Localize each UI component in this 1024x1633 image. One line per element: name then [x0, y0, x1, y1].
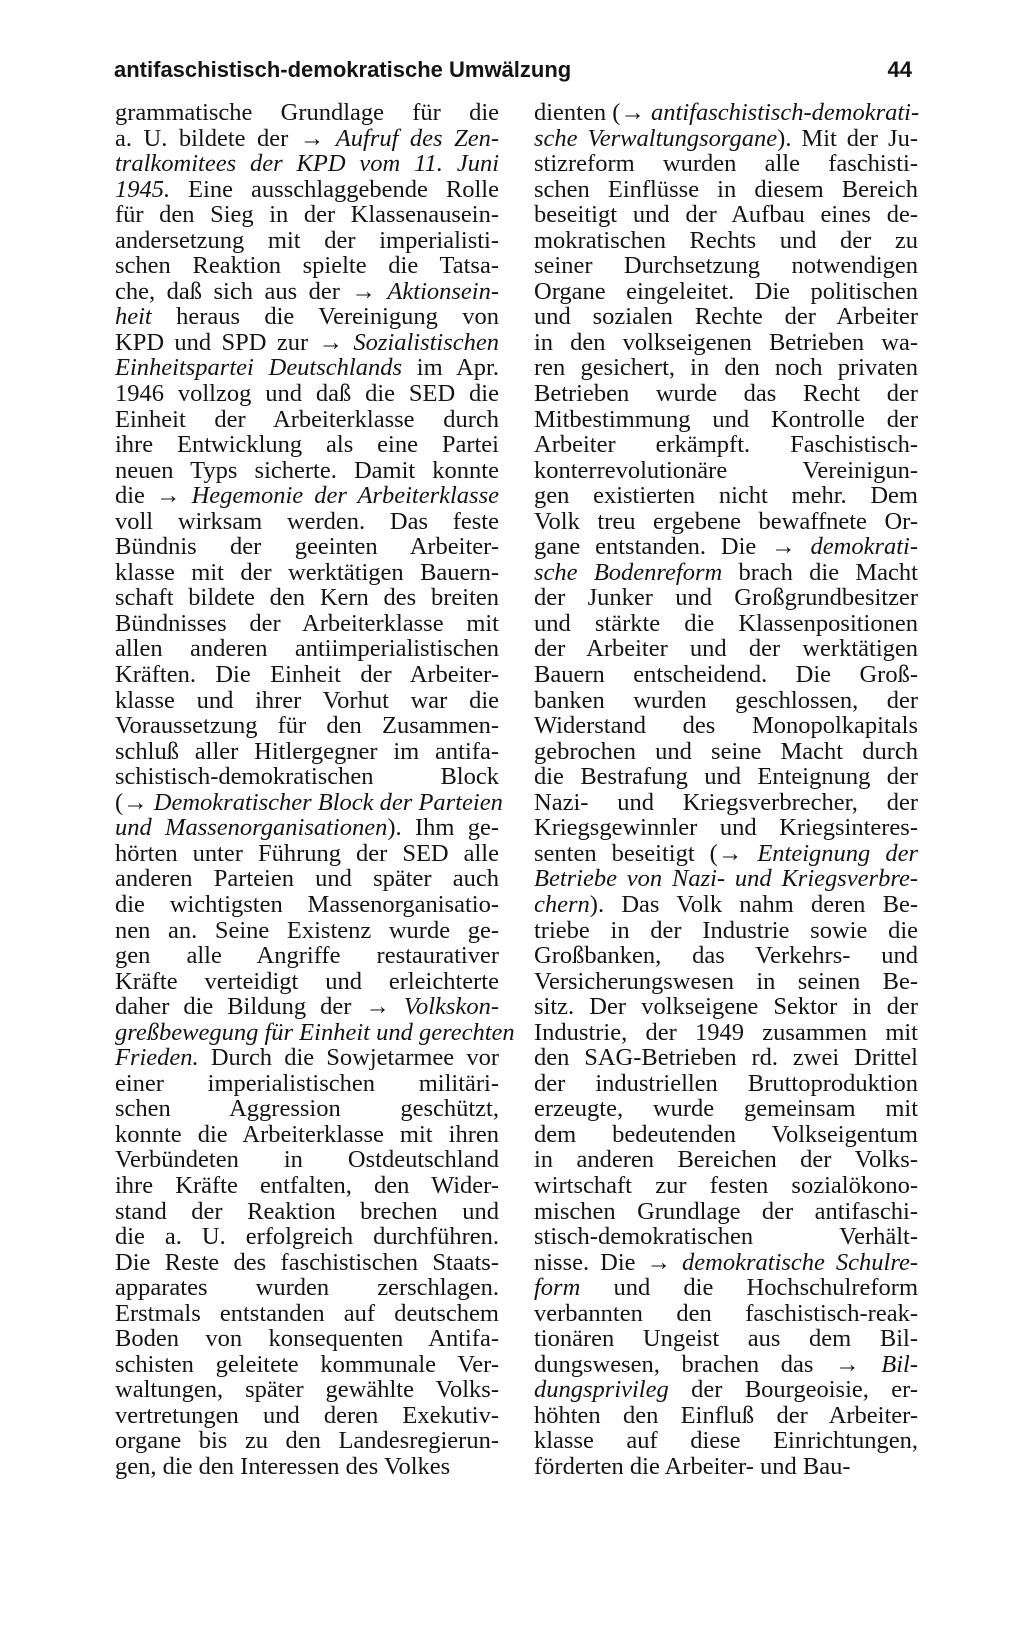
text-line — [115, 1199, 499, 1225]
text-line — [534, 1275, 918, 1301]
text-line — [115, 151, 499, 177]
body-text: gebrochen und seine Macht durch — [534, 737, 918, 765]
body-text: wirtschaft zur festen sozialökono- — [534, 1171, 918, 1199]
cross-reference-text: und Massenorganisationen — [115, 814, 388, 842]
body-text: der Arbeiter und der werktätigen — [534, 635, 918, 663]
text-line — [534, 253, 918, 279]
text-line — [115, 841, 499, 867]
body-text: gane entstanden. Die → — [534, 533, 811, 561]
cross-reference-text: heit — [115, 303, 152, 331]
body-text: die → — [115, 482, 192, 510]
text-line — [115, 866, 499, 892]
body-text: hörten unter Führung der SED alle — [115, 839, 499, 867]
text-line — [115, 1454, 499, 1480]
text-line — [534, 1096, 918, 1122]
cross-reference-text: form — [534, 1274, 581, 1302]
text-line — [534, 1377, 918, 1403]
text-line — [534, 636, 918, 662]
body-text: Organe eingeleitet. Die politischen — [534, 277, 918, 305]
text-line — [115, 611, 499, 637]
body-text: Die Reste des faschistischen Staats- — [115, 1248, 499, 1276]
cross-reference-text: 1945. — [115, 175, 171, 203]
text-column-right — [534, 100, 918, 1480]
body-text: verbannten den faschistisch-reak- — [534, 1299, 918, 1327]
text-line — [115, 1224, 499, 1250]
text-line — [534, 355, 918, 381]
text-line — [115, 381, 499, 407]
body-text: andersetzung mit der imperialisti- — [115, 226, 499, 254]
body-text: gen alle Angriffe restaurativer — [115, 942, 499, 970]
body-text: die Bestrafung und Enteignung der — [534, 763, 918, 791]
text-line — [534, 1326, 918, 1352]
body-text: vertretungen und deren Exekutiv- — [115, 1401, 499, 1429]
text-line — [115, 739, 499, 765]
text-line — [534, 1224, 918, 1250]
text-line — [534, 841, 918, 867]
cross-reference-text: greßbewegung für Einheit und gerechten — [115, 1018, 515, 1046]
text-line — [115, 636, 499, 662]
body-text: gen, die den Interessen des Volkes — [115, 1452, 451, 1480]
text-line — [115, 815, 499, 841]
body-text: stisch-demokratischen Verhält- — [534, 1223, 918, 1251]
text-line — [534, 151, 918, 177]
body-text: schen Aggression geschützt, — [115, 1095, 499, 1123]
body-text: 1946 vollzog und daß die SED die — [115, 380, 499, 408]
cross-reference-text: Aufruf des Zen- — [335, 124, 499, 152]
text-line — [115, 1122, 499, 1148]
body-text: und die Hochschulreform — [580, 1274, 918, 1302]
cross-reference-text: Aktionsein- — [387, 277, 499, 305]
text-column-left — [115, 99, 515, 1480]
body-text: gen existierten nicht mehr. Dem — [534, 482, 918, 510]
body-text: triebe in der Industrie sowie die — [534, 916, 918, 944]
body-text: Kräfte verteidigt und erleichterte — [115, 967, 499, 995]
body-text: Volk treu ergebene bewaffnete Or- — [534, 507, 918, 535]
cross-reference-text: Sozialistischen — [353, 328, 499, 356]
text-line — [115, 177, 499, 203]
body-text: (→ — [115, 788, 154, 816]
text-line — [534, 1173, 918, 1199]
text-line — [115, 1403, 499, 1429]
text-line — [115, 458, 499, 484]
text-line — [534, 943, 918, 969]
text-line — [534, 126, 918, 152]
text-line — [534, 202, 918, 228]
text-line — [115, 1147, 499, 1173]
text-line — [534, 279, 918, 305]
text-line — [534, 381, 918, 407]
text-line — [534, 662, 918, 688]
text-line — [534, 764, 918, 790]
body-text: der Junker und Großgrundbesitzer — [534, 584, 918, 612]
text-line — [115, 918, 499, 944]
text-line — [115, 1173, 499, 1199]
text-line — [534, 1301, 918, 1327]
body-text: Bauern entscheidend. Die Groß- — [534, 661, 918, 689]
text-line — [534, 1428, 918, 1454]
body-text: Verbündeten in Ostdeutschland — [115, 1146, 499, 1174]
cross-reference-text: Betriebe von Nazi- und Kriegsverbre- — [534, 865, 918, 893]
body-text: ). Ihm ge- — [387, 814, 499, 842]
text-line — [115, 1096, 499, 1122]
body-text: allen anderen antiimperialistischen — [115, 635, 499, 663]
body-text: Widerstand des Monopolkapitals — [534, 712, 918, 740]
body-text: Bündnisses der Arbeiterklasse mit — [115, 609, 499, 637]
body-text: daher die Bildung der → — [115, 993, 404, 1021]
body-text: einer imperialistischen militäri- — [115, 1069, 499, 1097]
text-line — [115, 1071, 499, 1097]
body-text: schen Einflüsse in diesem Bereich — [534, 175, 918, 203]
text-line — [534, 611, 918, 637]
body-text: für den Sieg in der Klassenausein- — [115, 201, 499, 229]
text-line — [115, 892, 499, 918]
body-text: in anderen Bereichen der Volks- — [534, 1146, 918, 1174]
text-line — [534, 228, 918, 254]
body-text: konterrevolutionäre Vereinigun- — [534, 456, 918, 484]
text-line — [115, 764, 499, 790]
text-line — [534, 509, 918, 535]
text-line — [534, 483, 918, 509]
text-line — [534, 330, 918, 356]
text-line — [115, 994, 499, 1020]
body-text: Durch die Sowjetarmee vor — [198, 1044, 499, 1072]
body-text: seiner Durchsetzung notwendigen — [534, 252, 918, 280]
text-line — [534, 918, 918, 944]
text-line — [115, 662, 499, 688]
body-text: Kriegsgewinnler und Kriegsinteres- — [534, 814, 918, 842]
body-text: nisse. Die → — [534, 1248, 683, 1276]
body-text: schaft bildete den Kern des breiten — [115, 584, 499, 612]
body-text: ). Mit der Ju- — [777, 124, 918, 152]
body-text: Nazi- und Kriegsverbrecher, der — [534, 788, 918, 816]
text-line — [115, 407, 499, 433]
cross-reference-text: chern — [534, 890, 590, 918]
body-text: die wichtigsten Massenorganisatio- — [115, 890, 499, 918]
body-text: den SAG-Betrieben rd. zwei Drittel — [534, 1044, 918, 1072]
text-line — [534, 1020, 918, 1046]
cross-reference-text: Volkskon- — [403, 993, 499, 1021]
text-line — [115, 713, 499, 739]
text-line — [115, 355, 499, 381]
text-line — [534, 407, 918, 433]
body-text: ). Das Volk nahm deren Be- — [589, 890, 918, 918]
cross-reference-text: Enteignung der — [757, 839, 918, 867]
text-line — [115, 100, 499, 126]
text-line — [534, 994, 918, 1020]
text-line — [115, 509, 499, 535]
cross-reference-text: antifaschistisch-demokrati- — [651, 99, 920, 126]
text-line — [534, 458, 918, 484]
body-text: KPD und SPD zur → — [115, 328, 354, 356]
running-head-title: antifaschistisch-demokratische Umwälzung — [114, 57, 572, 82]
text-line — [115, 788, 503, 816]
text-line — [115, 1428, 499, 1454]
body-text: grammatische Grundlage für die — [115, 99, 499, 126]
text-line — [115, 943, 499, 969]
text-line — [534, 585, 918, 611]
body-text: dem bedeutenden Volkseigentum — [534, 1120, 918, 1148]
text-line — [115, 688, 499, 714]
body-text: klasse mit der werktätigen Bauern- — [115, 558, 499, 586]
text-line — [534, 790, 918, 816]
body-text: dienten (→ — [534, 99, 652, 126]
text-line — [115, 1377, 499, 1403]
text-line — [534, 560, 918, 586]
body-text: schistisch-demokratischen Block — [115, 763, 499, 791]
text-line — [115, 1045, 499, 1071]
body-text: Industrie, der 1949 zusammen mit — [534, 1018, 918, 1046]
text-line — [115, 1250, 499, 1276]
body-text: schen Reaktion spielte die Tatsa- — [115, 252, 499, 280]
text-line — [115, 1275, 499, 1301]
body-text: Großbanken, das Verkehrs- und — [534, 942, 918, 970]
body-text: im Apr. — [402, 354, 499, 382]
text-line — [115, 228, 499, 254]
text-line — [115, 585, 499, 611]
text-line — [534, 892, 918, 918]
text-line — [534, 1122, 918, 1148]
body-text: die a. U. erfolgreich durchführen. — [115, 1223, 499, 1251]
page-number: 44 — [887, 57, 912, 82]
body-text: ihre Kräfte entfalten, den Wider- — [115, 1171, 499, 1199]
body-text: ihre Entwicklung als eine Partei — [115, 431, 499, 459]
body-text: organe bis zu den Landesregierun- — [115, 1427, 499, 1455]
body-text: klasse und ihrer Vorhut war die — [115, 686, 499, 714]
body-text: anderen Parteien und später auch — [115, 865, 499, 893]
body-text: ren gesichert, in den noch privaten — [534, 354, 918, 382]
text-line — [534, 304, 918, 330]
body-text: in den volkseigenen Betrieben wa- — [534, 328, 918, 356]
text-line — [534, 1071, 918, 1097]
text-line — [115, 483, 499, 509]
text-line — [534, 100, 918, 126]
body-text: förderten die Arbeiter- und Bau- — [534, 1452, 851, 1480]
text-line — [115, 969, 499, 995]
body-text: sitz. Der volkseigene Sektor in der — [534, 993, 918, 1021]
cross-reference-text: Hegemonie der Arbeiterklasse — [191, 482, 499, 510]
text-line — [534, 739, 918, 765]
body-text: klasse auf diese Einrichtungen, — [534, 1427, 918, 1455]
text-line — [115, 560, 499, 586]
text-line — [534, 1147, 918, 1173]
body-text: Boden von konsequenten Antifa- — [115, 1325, 499, 1353]
body-text: dungswesen, brachen das → — [534, 1350, 882, 1378]
body-text: a. U. bildete der → — [115, 124, 336, 152]
text-line — [534, 1199, 918, 1225]
cross-reference-text: demokratische Schulre- — [682, 1248, 919, 1276]
text-line — [534, 1403, 918, 1429]
body-text: tionären Ungeist aus dem Bil- — [534, 1325, 918, 1353]
text-line — [115, 432, 499, 458]
body-text: Eine ausschlaggebende Rolle — [170, 175, 499, 203]
body-text: banken wurden geschlossen, der — [534, 686, 918, 714]
cross-reference-text: Frieden. — [115, 1044, 199, 1072]
text-line — [115, 1352, 499, 1378]
text-line — [115, 126, 499, 152]
cross-reference-text: Demokratischer Block der Parteien — [153, 788, 503, 816]
body-text: Versicherungswesen in seinen Be- — [534, 967, 918, 995]
body-text: stizreform wurden alle faschisti- — [534, 150, 918, 178]
cross-reference-text: dungsprivileg — [534, 1376, 669, 1404]
text-line — [534, 1454, 918, 1480]
body-text: waltungen, später gewählte Volks- — [115, 1376, 499, 1404]
body-text: Kräften. Die Einheit der Arbeiter- — [115, 661, 499, 689]
body-text: konnte die Arbeiterklasse mit ihren — [115, 1120, 499, 1148]
text-line — [534, 688, 918, 714]
text-line — [534, 866, 918, 892]
body-text: schisten geleitete kommunale Ver- — [115, 1350, 499, 1378]
body-text: Mitbestimmung und Kontrolle der — [534, 405, 918, 433]
text-line — [115, 534, 499, 560]
body-text: neuen Typs sicherte. Damit konnte — [115, 456, 499, 484]
body-text: che, daß sich aus der → — [115, 277, 388, 305]
body-text: höhten den Einfluß der Arbeiter- — [534, 1401, 918, 1429]
body-text: der industriellen Bruttoproduktion — [534, 1069, 918, 1097]
body-text: erzeugte, wurde gemeinsam mit — [534, 1095, 918, 1123]
body-text: nen an. Seine Existenz wurde ge- — [115, 916, 499, 944]
text-line — [115, 330, 499, 356]
text-line — [534, 1045, 918, 1071]
body-text: apparates wurden zerschlagen. — [115, 1274, 499, 1302]
text-line — [534, 177, 918, 203]
body-text: und stärkte die Klassenpositionen — [534, 609, 918, 637]
body-text: senten beseitigt (→ — [534, 839, 758, 867]
text-line — [534, 713, 918, 739]
text-line — [534, 969, 918, 995]
text-line — [115, 279, 499, 305]
body-text: Betrieben wurde das Recht der — [534, 380, 918, 408]
text-line — [534, 432, 918, 458]
text-line — [115, 304, 499, 330]
body-text: voll wirksam werden. Das feste — [115, 507, 499, 535]
cross-reference-text: Einheitspartei Deutschlands — [115, 354, 402, 382]
body-text: Bündnis der geeinten Arbeiter- — [115, 533, 499, 561]
cross-reference-text: sche Bodenreform — [534, 558, 723, 586]
body-text: und sozialen Rechte der Arbeiter — [534, 303, 918, 331]
body-text: Einheit der Arbeiterklasse durch — [115, 405, 499, 433]
body-text: der Bourgeoisie, er- — [668, 1376, 918, 1404]
text-line — [534, 1250, 918, 1276]
cross-reference-text: Bil- — [881, 1350, 918, 1378]
cross-reference-text: sche Verwaltungsorgane — [534, 124, 778, 152]
cross-reference-text: demokrati- — [810, 533, 918, 561]
body-text: Voraussetzung für den Zusammen- — [115, 712, 499, 740]
cross-reference-text: tralkomitees der KPD vom 11. Juni — [115, 150, 499, 178]
text-line — [534, 815, 918, 841]
body-text: schluß aller Hitlergegner im antifa- — [115, 737, 499, 765]
body-text: stand der Reaktion brechen und — [115, 1197, 499, 1225]
page-header — [114, 52, 912, 88]
body-text: mischen Grundlage der antifaschi- — [534, 1197, 918, 1225]
text-line — [534, 534, 918, 560]
text-line — [115, 1018, 515, 1046]
body-text: Arbeiter erkämpft. Faschistisch- — [534, 431, 918, 459]
body-text: mokratischen Rechts und der zu — [534, 226, 918, 254]
text-line — [115, 253, 499, 279]
text-line — [115, 202, 499, 228]
body-text: Erstmals entstanden auf deutschem — [115, 1299, 499, 1327]
text-line — [115, 1326, 499, 1352]
text-line — [115, 1301, 499, 1327]
body-text: brach die Macht — [722, 558, 918, 586]
text-line — [534, 1352, 918, 1378]
body-text: beseitigt und der Aufbau eines de- — [534, 201, 918, 229]
body-text: heraus die Vereinigung von — [151, 303, 499, 331]
